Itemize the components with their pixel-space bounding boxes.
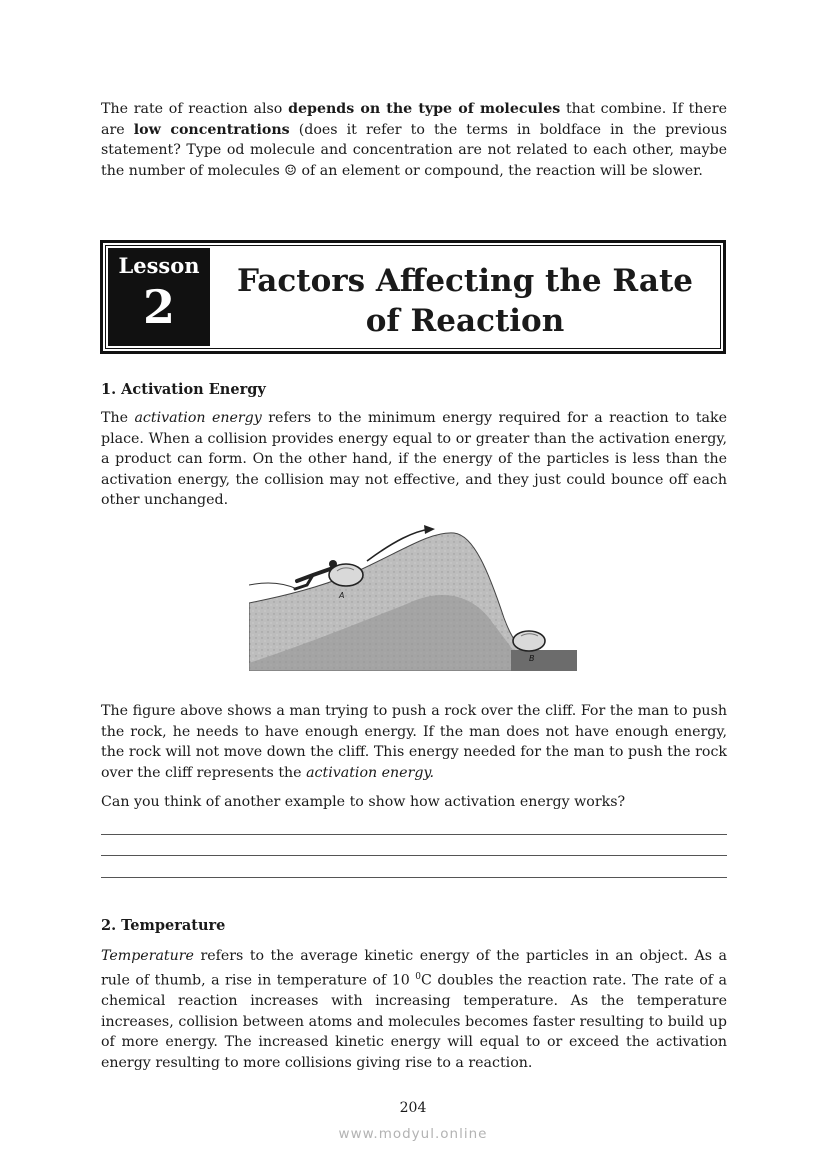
lesson-number: 2 — [142, 280, 175, 334]
intro-text-2: that combine. If there are — [101, 101, 727, 138]
temp-italic-term: Temperature — [101, 948, 194, 964]
figure-label-b: B — [529, 654, 535, 663]
answer-line-1[interactable] — [101, 834, 727, 835]
activation-energy-question: Can you think of another example to show how activation energy works? — [101, 794, 626, 810]
lesson-header — [100, 240, 726, 354]
ae-text-post: refers to the minimum energy required for a reaction to take place. When a collision provides energy equal to or greater than the activation energy, a product can form. On the other hand, if the energy of the particles is less than the activation energy, the collision may not effective, and they just could bounce off each other unchanged. — [101, 410, 727, 509]
intro-text-3: (does it refer to the terms in boldface in the previous statement? Type od molecule and concentration are not related to each other, maybe the number of molecules ☺ of an element or compound, the reaction will be slower. — [101, 121, 727, 179]
answer-line-3[interactable] — [101, 877, 727, 878]
answer-line-2[interactable] — [101, 855, 727, 856]
activation-energy-paragraph — [101, 408, 727, 511]
ae-italic-term: activation energy — [134, 410, 262, 426]
temp-text-2: C doubles the reaction rate. The rate of a chemical reaction increases with increasing temperature. As the temperature increases, collision between atoms and molecules becomes faster resulting to build up of more energy. The increased kinetic energy will equal to or exceed the activation energy resulting to more collisions giving rise to a reaction. — [101, 972, 727, 1071]
hill-illustration — [249, 523, 577, 671]
hill-edge-left — [249, 583, 297, 589]
temperature-paragraph — [101, 946, 727, 1073]
lesson-tab — [108, 248, 210, 346]
section-heading-activation-energy: 1. Activation Energy — [101, 381, 266, 398]
intro-bold-2: low concentrations — [133, 121, 290, 138]
figure-label-a: A — [339, 591, 345, 600]
intro-paragraph — [101, 99, 727, 181]
temp-text-1: refers to the average kinetic energy of the particles in an object. As a rule of thumb, a rise in temperature of 10 — [101, 948, 727, 989]
watermark: www.modyul.online — [338, 1126, 488, 1142]
temp-degree-sup: 0 — [415, 971, 422, 982]
lesson-word: Lesson — [118, 253, 200, 278]
fig-text-pre: The figure above shows a man trying to push a rock over the cliff. For the man to push the rock, he needs to have enough energy. If the man does not have enough energy, the rock will not move down the cliff. This energy needed for the man to push the rock over the cliff represents the — [101, 703, 727, 781]
page-number: 204 — [399, 1100, 427, 1116]
section-heading-temperature: 2. Temperature — [101, 917, 226, 934]
ae-text-pre: The — [101, 410, 135, 426]
cliff-bottom-ground — [511, 650, 577, 671]
fig-italic-term: activation energy. — [306, 764, 435, 781]
intro-bold-1: depends on the type of molecules — [288, 101, 561, 117]
figure-explanation-paragraph — [101, 701, 727, 783]
intro-text-1: The rate of reaction also — [101, 101, 289, 117]
rock-icon — [329, 564, 363, 586]
lesson-title: Factors Affecting the Rate of Reaction — [236, 263, 694, 339]
